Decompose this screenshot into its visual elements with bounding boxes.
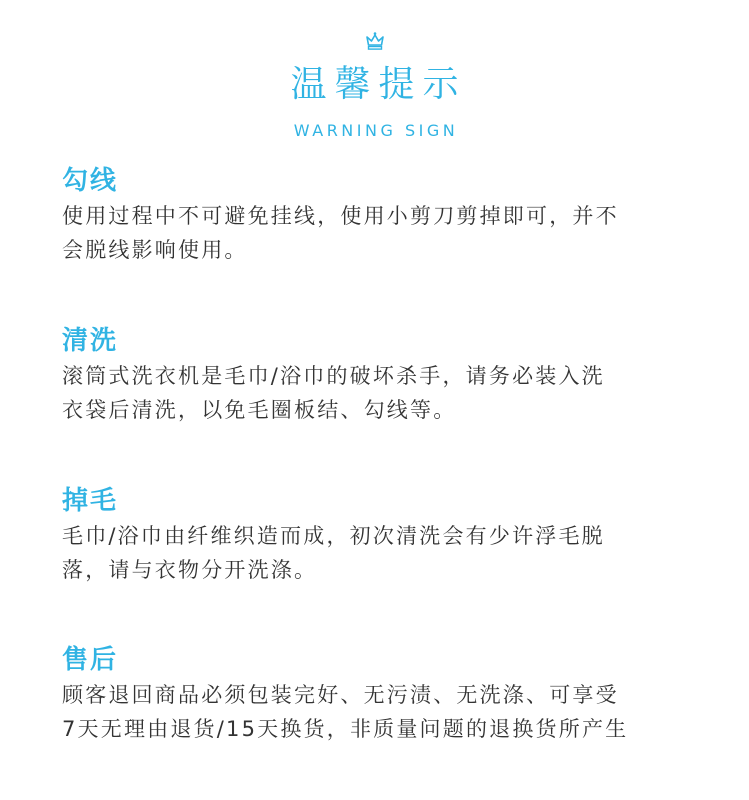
page-subtitle: WARNING SIGN [293, 121, 459, 140]
body-line: 7天无理由退货/15天换货，非质量问题的退换货所产生 [62, 717, 629, 741]
section-body [62, 359, 702, 427]
crown-icon [364, 30, 386, 52]
section-title: 售后 [62, 645, 119, 675]
section-body [62, 199, 702, 267]
section-shedding [62, 483, 702, 587]
body-line: 顾客退回商品必须包装完好、无污渍、无洗涤、可享受 [62, 683, 619, 707]
section-title: 掉毛 [62, 486, 119, 516]
section-hooked-threads [62, 163, 702, 267]
section-body [62, 678, 702, 746]
section-washing [62, 323, 702, 427]
page-title: 温馨提示 [290, 64, 467, 105]
body-line: 会脱线影响使用。 [62, 238, 248, 262]
body-line: 毛巾/浴巾由纤维织造而成，初次清洗会有少许浮毛脱 [62, 524, 605, 548]
body-line: 滚筒式洗衣机是毛巾/浴巾的破坏杀手，请务必装入洗 [62, 364, 605, 388]
section-body [62, 519, 702, 587]
section-title: 清洗 [62, 326, 119, 356]
section-title: 勾线 [62, 166, 119, 196]
body-line: 使用过程中不可避免挂线，使用小剪刀剪掉即可，并不 [62, 204, 619, 228]
body-line: 落，请与衣物分开洗涤。 [62, 558, 318, 582]
body-line: 衣袋后清洗，以免毛圈板结、勾线等。 [62, 398, 457, 422]
header [0, 30, 749, 142]
section-after-sales [62, 642, 702, 746]
